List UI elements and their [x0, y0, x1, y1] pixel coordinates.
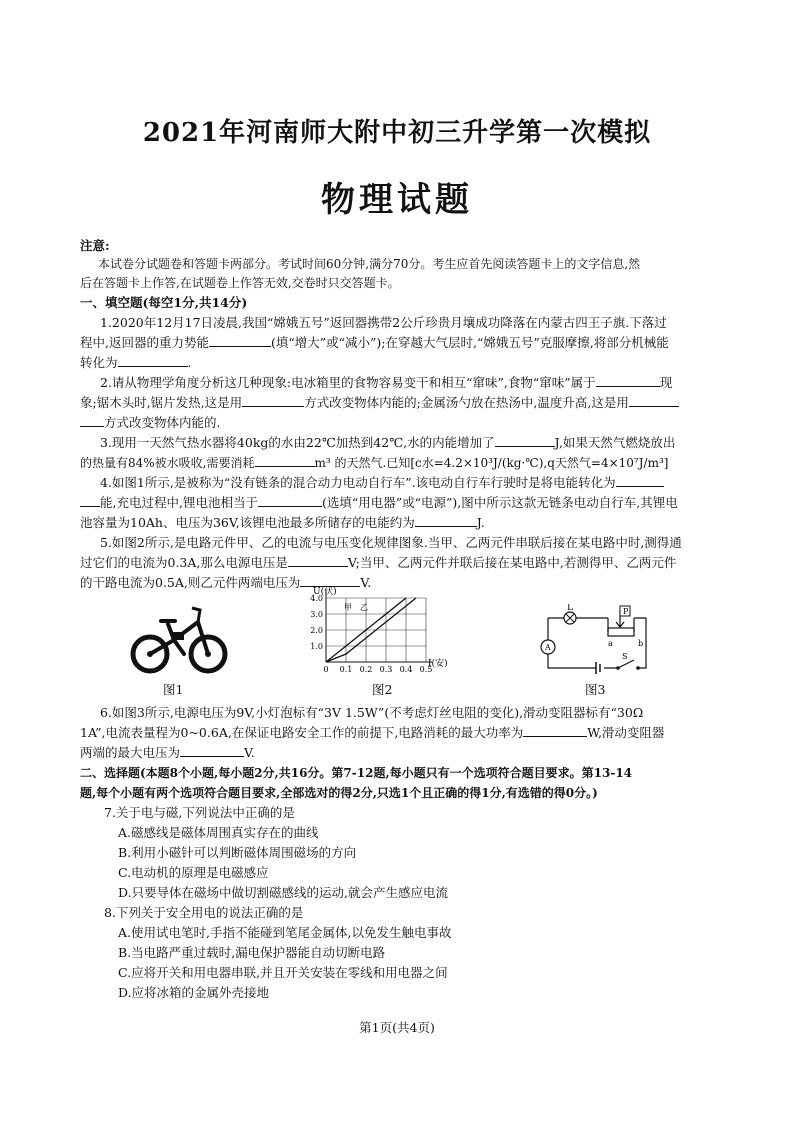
q6-text-a: 1A”,电流表量程为0~0.6A,在保证电路安全工作的前提下,电路消耗的最大功率为	[80, 725, 524, 740]
label-a: a	[608, 639, 613, 648]
q4-blank-3[interactable]	[415, 513, 477, 527]
q2-blank-2[interactable]	[242, 393, 304, 407]
q6-text-d: V.	[244, 745, 255, 760]
notice-line-1: 本试卷分试题卷和答题卡两部分。考试时间60分钟,满分70分。考生应首先阅读答题卡上的文字信息,然	[98, 257, 641, 271]
label-ammeter: A	[545, 643, 551, 652]
x-tick-label: 0.3	[379, 665, 393, 674]
label-lamp: L	[567, 604, 573, 613]
q1-text-c: 转化为	[80, 355, 118, 370]
q3-text-b: J,如果天然气燃烧放出	[554, 435, 676, 450]
q4-text-a: 4.如图1所示,是被称为“没有链条的混合动力电动自行车”.该电动自行车行驶时是将电能转化为	[100, 475, 616, 490]
q3-text-a: 3.现用一天然气热水器将40kg的水由22℃加热到42℃,水的内能增加了	[100, 435, 495, 450]
q5-text-b: V;当甲、乙两元件并联后接在某电路中,若测得甲、乙两元件	[347, 555, 677, 570]
figure-3-caption: 图3	[585, 682, 606, 697]
label-b: b	[638, 639, 644, 648]
q6-text-b: W,滑动变阻器	[587, 725, 665, 740]
subject-title: 物理试题	[321, 180, 473, 220]
label-slider: P	[623, 607, 629, 616]
q5-line-2	[80, 553, 676, 573]
series-label-yi: 乙	[360, 603, 368, 612]
q1-blank-2[interactable]	[118, 353, 188, 367]
rheostat-icon	[608, 628, 634, 636]
x-tick-label: 0.5	[419, 665, 433, 674]
q1-text-d: .	[187, 355, 192, 370]
q7-option-d[interactable]: D.只要导体在磁场中做切割磁感线的运动,就会产生感应电流	[118, 885, 449, 900]
q3-text-c: 的热量有84%被水吸收,需要消耗	[80, 456, 255, 470]
q2-text-c: 象;锯木头时,锯片发热,这是用	[80, 395, 243, 410]
q1-line-2	[80, 333, 669, 353]
q6-blank-1[interactable]	[523, 723, 587, 737]
figure-3-circuit	[538, 604, 658, 674]
q3-text-d: m³ 的天然气.已知[c水=4.2×10³J/(kg·℃),q天然气=4×10⁷J/m³]	[314, 456, 669, 470]
switch-icon	[618, 660, 634, 668]
q2-text-d: 方式改变物体内能的;金属汤勺放在热汤中,温度升高,这是用	[304, 395, 629, 410]
q5-line-1: 5.如图2所示,是电路元件甲、乙的电流与电压变化规律图象.当甲、乙两元件串联后接在某电路中时,测得通	[100, 535, 682, 550]
figure-2-caption: 图2	[372, 682, 393, 697]
q2-line-2	[80, 393, 679, 413]
x-tick-label: 0.4	[399, 665, 413, 674]
chart-xlabel: I(安)	[428, 659, 448, 669]
q1-line-1: 1.2020年12月17日凌晨,我国“嫦娥五号”返回器携带2公斤珍贵月壤成功降落在内蒙古四王子旗.下落过	[100, 315, 667, 330]
q8-option-a[interactable]: A.使用试电笔时,手指不能碰到笔尾金属体,以免发生触电事故	[118, 925, 452, 940]
q3-line-1	[100, 433, 675, 453]
q7-option-c[interactable]: C.电动机的原理是电磁感应	[118, 865, 269, 880]
q5-text-d: V.	[360, 575, 372, 590]
q3-line-2	[80, 453, 668, 473]
q4-line-2	[80, 493, 678, 513]
q4-line-1	[100, 473, 664, 493]
q7-stem: 7.关于电与磁,下列说法中正确的是	[104, 805, 295, 820]
notice-label: 注意:	[80, 238, 110, 253]
page-footer: 第1页(共4页)	[359, 1020, 435, 1035]
q8-option-b[interactable]: B.当电路严重过载时,漏电保护器能自动切断电路	[118, 945, 386, 960]
section2-heading-line-1: 二、选择题(本题8个小题,每小题2分,共16分。第7-12题,每小题只有一个选项符合题目要求。第13-14	[80, 766, 633, 780]
q6-text-c: 两端的最大电压为	[80, 745, 181, 760]
q8-option-d[interactable]: D.应将冰箱的金属外壳接地	[118, 985, 270, 1000]
figure-1-caption: 图1	[163, 682, 184, 697]
q2-blank-3[interactable]	[629, 393, 679, 407]
notice-line-2: 后在答题卡上作答,在试题卷上作答无效,交卷时只交答题卡。	[80, 276, 400, 290]
q1-text-a: 程中,返回器的重力势能	[80, 335, 209, 350]
q1-blank-1[interactable]	[209, 333, 271, 347]
q4-text-d: 池容量为10Ah、电压为36V,该锂电池最多所储存的电能约为	[80, 515, 415, 530]
q5-blank-1[interactable]	[288, 553, 348, 567]
q1-line-3	[80, 353, 192, 373]
q1-text-b: (填“增大”或“减小”);在穿越大气层时,“嫦娥五号”克服摩擦,将部分机械能	[270, 335, 669, 350]
y-tick-label: 3.0	[310, 610, 323, 619]
y-tick-label: 1.0	[310, 642, 323, 651]
chart-ylabel: U(伏)	[313, 587, 337, 597]
q2-text-b: 现	[659, 375, 673, 390]
figure-1-bicycle	[128, 600, 228, 680]
circuit-wires	[548, 618, 646, 668]
q2-blank-1[interactable]	[596, 373, 660, 387]
q4-blank-1-cont[interactable]	[80, 493, 100, 507]
exam-title: 2021年河南师大附中初三升学第一次模拟	[142, 118, 652, 148]
battery-icon	[596, 662, 600, 674]
label-switch: S	[622, 652, 628, 661]
q4-blank-1[interactable]	[616, 473, 664, 487]
q3-blank-2[interactable]	[255, 453, 315, 467]
q6-blank-2[interactable]	[180, 743, 244, 757]
x-tick-label: 0.2	[359, 665, 373, 674]
section1-heading: 一、填空题(每空1分,共14分)	[80, 295, 248, 310]
q6-line-3	[80, 743, 255, 763]
y-tick-label: 4.0	[310, 594, 323, 603]
series-label-jia: 甲	[344, 603, 352, 612]
q2-text-e: 方式改变物体内能的.	[104, 415, 221, 430]
section2-heading-line-2: 题,每个小题有两个选项符合题目要求,全部选对的得2分,只选1个且正确的得1分,有选错的得0分。)	[80, 786, 598, 800]
q8-stem: 8.下列关于安全用电的说法正确的是	[104, 905, 304, 920]
q6-line-1: 6.如图3所示,电源电压为9V,小灯泡标有“3V 1.5W”(不考虑灯丝电阻的变化),滑动变阻器标有“30Ω	[100, 705, 644, 720]
figure-2-chart	[288, 586, 468, 678]
q5-text-c: 的干路电流为0.5A,则乙元件两端电压为	[80, 575, 301, 590]
q8-option-c[interactable]: C.应将开关和用电器串联,并且开关安装在零线和用电器之间	[118, 965, 448, 980]
q5-text-a: 过它们的电流为0.3A,那么电源电压是	[80, 555, 288, 570]
q7-option-a[interactable]: A.磁感线是磁体周围真实存在的曲线	[118, 825, 319, 840]
x-tick-label: 0.1	[339, 665, 353, 674]
q2-blank-3-cont[interactable]	[80, 413, 104, 427]
x-tick-label: 0	[323, 665, 329, 674]
chart-axes	[326, 590, 432, 662]
q4-text-c: (选填“用电器”或“电源”),图中所示这款无链条电动自行车,其锂电	[321, 495, 678, 510]
bicycle-handlebar	[192, 608, 200, 622]
q2-text-a: 2.请从物理学角度分析这几种现象:电冰箱里的食物容易变干和相互“窜味”,食物“窜味”属于	[100, 375, 596, 390]
q4-blank-2[interactable]	[258, 493, 322, 507]
q4-text-b: 能,充电过程中,锂电池相当于	[100, 495, 258, 510]
q4-line-3	[80, 513, 485, 533]
q6-line-2	[80, 723, 664, 743]
q5-blank-2[interactable]	[300, 573, 360, 587]
q2-line-3	[80, 413, 220, 433]
q4-text-e: J.	[476, 515, 485, 530]
q7-option-b[interactable]: B.利用小磁针可以判断磁体周围磁场的方向	[118, 845, 357, 860]
q2-line-1	[100, 373, 672, 393]
y-tick-label: 2.0	[310, 626, 323, 635]
q3-blank-1[interactable]	[495, 433, 555, 447]
